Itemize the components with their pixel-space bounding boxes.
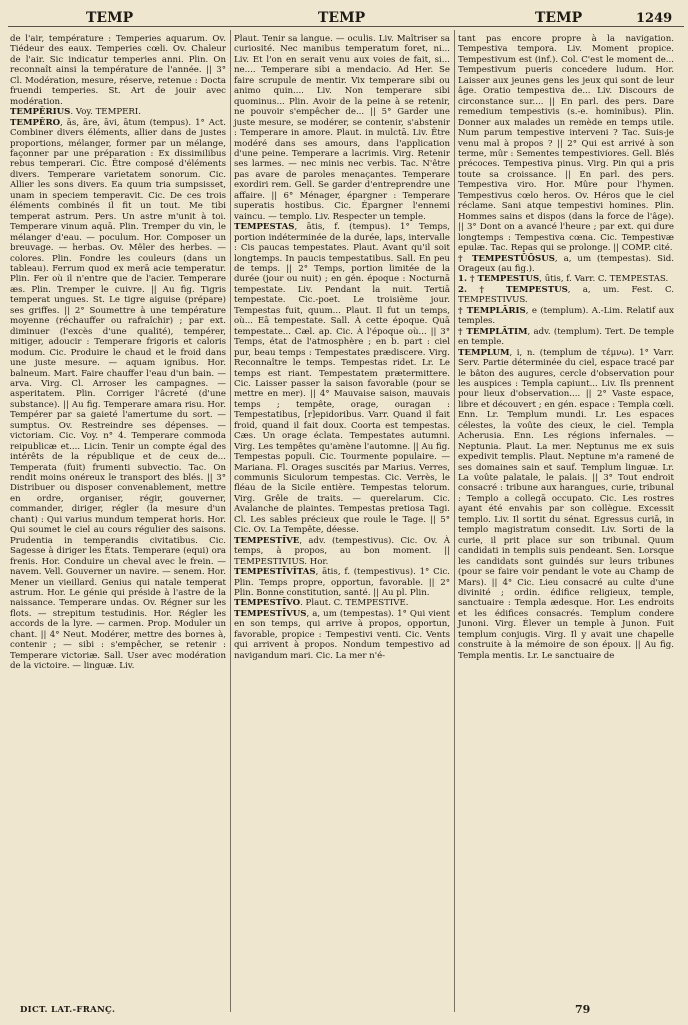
entry-text: tant pas encore propre à la navigation. Tempestiva tempora. Liv. Moment propice. Tempestivum est (inf.). Col. C'est le moment de... Tempestivum pueris concedere ludum. Hor. Laisser aux jeunes gens les jeux qui sont de leur âge. Oratio tempestiva de... Liv. Discours de circonstance sur.... || En parl. des pers. Dare remedium tempestivis (s.-e. hominibus). Plin. Donner aux malades un remède en temps utile. Num parum tempestive interveni ? Tac. Suis-je venu mal à propos ? || 2° Qui est arrivé à son terme, mûr : Sementes tempestiviores. Gell. Blés précoces. Tempestiva pinus. Virg. Pin qui a pris toute sa croissance. || En parl. des pers. Tempestiva viro. Hor. Mûre pour l'hymen. Tempestivus cœlo heros. Ov. Héros que le ciel réclame. Sani atque tempestivi homines. Plin. Hommes sains et dispos (dans la force de l'âge). || 3° Dont on a avancé l'heure ; par ext. qui dure longtemps : Tempestiva cœna. Cic. Tempestivæ epulæ. Tac. Repas qui se prolonge. || COMP. cité. bbox=[458, 34, 674, 254]
headword: TEMPESTĪVE bbox=[234, 535, 300, 546]
header-left-guideword: TEMP bbox=[86, 10, 134, 26]
column-right bbox=[458, 34, 674, 661]
column-middle bbox=[234, 34, 450, 661]
headword: TEMPESTĪVĬTAS bbox=[234, 567, 316, 578]
headword: 2. † TEMPESTUS bbox=[458, 284, 568, 295]
headword: TEMPESTĪVUS bbox=[234, 608, 307, 619]
entry-text: Plaut. Tenir sa langue. — oculis. Liv. Maîtriser sa curiosité. Nec manibus temperatum foret, ni... Liv. Et l'on en serait venu aux voies de fait, si... ne.... Temperare sibi a mendacio. Ad Her. Se faire scrupule de mentir. Vix temperare sibi ou animo quin.... Liv. Non temperare sibi quominus... Plin. Avoir de la peine à se retenir, ne pouvoir s'empêcher de... || 5° Garder une juste mesure, se modérer, se contenir, s'abstenir : Temperare in amore. Plaut. in mulctā. Liv. Être modéré dans ses amours, dans l'application d'une peine. Temperare a lacrimis. Virg. Retenir ses larmes. — nec minis nec verbis. Tac. N'être pas avare de paroles menaçantes. Temperare exordiri rem. Gell. Se garder d'entreprendre une affaire. || 6° Ménager, épargner : Temperare superatis hostibus. Cic. Épargner l'ennemi vaincu. — templo. Liv. Respecter un temple. bbox=[234, 34, 450, 222]
footer-signature: DICT. LAT.-FRANÇ. bbox=[20, 1005, 116, 1015]
column-divider bbox=[230, 30, 231, 1012]
entry-text: † TEMPLĀRIS, e (templum). A.-Lim. Relatif aux temples. bbox=[458, 305, 674, 327]
entry-text: † TEMPLĀTIM, adv. (templum). Tert. De temple en temple. bbox=[458, 326, 674, 348]
page-header bbox=[0, 6, 688, 28]
headword: TEMPESTAS bbox=[234, 222, 295, 233]
entry-text: TEMPLUM, i, n. (templum de τέμνω). 1° Varr. Serv. Partie déterminée du ciel, espace tracé par le bâton des augures, cercle d'observation pour les auspices : Templa capiunt... Liv. Ils prennent pour lieux d'observation.... || 2° Vaste espace, libre et découvert ; en gén. espace : Templa cœli. Enn. Lr. Templum mundi. Lr. Les espaces célestes, la voûte des cieux, le ciel. Templa Acherusia. Enn. Les régions infernales. — Neptunia. Plaut. La mer. Neptunus me ex suis expedivit templis. Plaut. Neptune m'a ramené de ses domaines sain et sauf. Templum linguæ. Lr. La voûte palatale, le palais. || 3° Tout endroit consacré : tribune aux harangues, curie, tribunal : Templo a collegā occupato. Cic. Les rostres ayant été envahis par son collègue. Excessit templo. Liv. Il sortit du sénat. Egressus curiā, in templo magistratum consedit. Liv. Sorti de la curie, il prit place sur son tribunal. Quum candidati in templis suis pendeant. Sen. Lorsque les candidats sont guindés sur leurs tribunes (pour se faire voir pendant le vote au Champ de Mars). || 4° Cic. Lieu consacré au culte d'une divinité ; ordin. édifice religieux, temple, sanctuaire : Templa ædesque. Hor. Les endroits et les édifices consacrés. Templum condere Junoni. Virg. Élever un temple à Junon. Fuit templum conjugis. Virg. Il y avait une chapelle construite à la mémoire de son époux. || Au fig. Templa mentis. Lr. Le sanctuaire de bbox=[458, 347, 674, 661]
column-left bbox=[10, 34, 226, 672]
headword: † TEMPLĀRIS bbox=[458, 305, 526, 316]
entry-text: † TEMPESTŪŌSUS, a, um (tempestas). Sid. Orageux (au fig.). bbox=[458, 253, 674, 274]
header-center-guideword: TEMP bbox=[318, 10, 366, 26]
entry-text: TEMPĔRO, ās, āre, āvi, ātum (tempus). 1° Act. Combiner divers éléments, allier dans de justes proportions, mélanger, former par un mélange, façonner par une préparation : Ex dissimilibus rebus temperari. Cic. Être composé d'éléments divers. Temperare varietatem sonorum. Cic. Allier les sons divers. Ea quum tria sumpsisset, unam in speciem temperavit. Cic. De ces trois éléments combinés il fit un tout. Me tibi temperat astrum. Pers. Un astre m'unit à toi. Temperare vinum aquā. Plin. Tremper du vin, le mélanger d'eau. — poculum. Hor. Composer un breuvage. — herbas. Ov. Mêler des herbes. — colores. Plin. Fondre les couleurs (dans un tableau). Ferrum quod ex merā acie temperatur. Plin. Fer où il n'entre que de l'acier. Temperare æs. Plin. Tremper le cuivre. || Au fig. Tigris temperat ungues. St. Le tigre aiguise (prépare) ses griffes. || 2° Soumettre à une température moyenne (réchauffer ou rafraîchir) ; par ext. diminuer (l'excès d'une qualité), tempérer, mitiger, adoucir : Temperare frigoris et caloris modum. Cic. Produire le chaud et le froid dans une juste mesure. — aquam ignibus. Hor. balneum. Mart. Faire chauffer l'eau d'un bain. — arva. Virg. Cl. Arroser les campagnes. — asperitatem. Plin. Corriger l'âcreté (d'une substance). || Au fig. Temperare amara risu. Hor. Tempérer par sa gaieté l'amertume du sort. — sumptus. Ov. Restreindre ses dépenses. — victoriam. Cic. Voy. n° 4. Temperare commoda reipublicæ et.... Licin. Tenir un compte égal des intérêts de la république et de ceux de... Temperata (fuit) frumenti subvectio. Tac. On rendit moins onéreux le transport des blés. || 3° Distribuer ou disposer convenablement, mettre en ordre, organiser, régir, gouverner, commander, diriger, régler (la mesure d'un chant) : Qui varius mundum temperat horis. Hor. Qui soumet le ciel au cours régulier des saisons. Prudentia in temperandis civitatibus. Cic. Sagesse à diriger les États. Temperare (equi) ora frenis. Hor. Conduire un cheval avec le frein. — navem. Vell. Gouverner un navire. — senem. Hor. Mener un vieillard. Genius qui natale temperat astrum. Hor. Le génie qui préside à l'astre de la naissance. Temperare undas. Ov. Régner sur les flots. — strepitum testudinis. Hor. Régler les accords de la lyre. — carmen. Prop. Moduler un chant. || 4° Neut. Modérer, mettre des bornes à, contenir ; — sibi : s'empêcher, se retenir : Temperare victoriæ. Sall. User avec modération de la victoire. — linguæ. Liv. bbox=[10, 117, 226, 672]
entry-text: 2. † TEMPESTUS, a, um. Fest. C. TEMPESTIVUS. bbox=[458, 284, 674, 306]
entry-text: TEMPESTĪVE, adv. (tempestivus). Cic. Ov. À temps, à propos, au bon moment. || TEMPESTIVIUS. Hor. bbox=[234, 535, 450, 567]
headword: TEMPLUM bbox=[458, 347, 510, 358]
headword: TEMPESTĪVO bbox=[234, 598, 301, 609]
header-rule bbox=[8, 26, 684, 27]
headword: † TEMPESTŪŌSUS bbox=[458, 253, 555, 264]
headword: TEMPĔRO bbox=[10, 117, 61, 128]
headword: 1. † TEMPESTUS bbox=[458, 274, 540, 285]
column-divider bbox=[454, 30, 455, 1012]
headword: † TEMPLĀTIM bbox=[458, 326, 528, 337]
entry-text: TEMPESTAS, ātis, f. (tempus). 1° Temps, portion indéterminée de la durée, laps, intervalle : Cis paucas tempestates. Plaut. Avant qu'il soit longtemps. In paucis tempestatibus. Sall. En peu de temps. || 2° Temps, portion limitée de la durée (jour ou nuit) ; en gén. époque : Nocturnā tempestate. Liv. Pendant la nuit. Tertiā tempestate. Cic.-poet. Le troisième jour. Tempestas fuit, quum... Plaut. Il fut un temps, où... Eā tempestate. Sall. À cette époque. Quā tempestate... Cæl. ap. Cic. À l'époque où... || 3° Temps, état de l'atmosphère ; en b. part : ciel pur, beau temps : Tempestates prædiscere. Virg. Reconnaître le temps. Tempestas ridet. Lr. Le temps est riant. Tempestatem prætermittere. Cic. Laisser passer la saison favorable (pour se mettre en mer). || 4° Mauvaise saison, mauvais temps ; tempête, orage, ouragan : Tempestatibus, [r]epidoribus. Varr. Quand il fait froid, quand il fait doux. Coorta est tempestas. Cæs. Un orage éclata. Tempestates autumni. Virg. Les tempêtes qu'amène l'automne. || Au fig. Tempestas populi. Cic. Tourmente populaire. — Mariana. Fl. Orages suscités par Marius. Verres, communis Siculorum tempestas. Cic. Verrès, le fléau de la Sicile entière. Tempestas telorum. Virg. Grêle de traits. — querelarum. Cic. Avalanche de plaintes. Tempestas pretiosa Tagi. Cl. Les sables précieux que roule le Tage. || 5° Cic. Ov. La Tempête, déesse. bbox=[234, 222, 450, 536]
page-number: 1249 bbox=[636, 11, 673, 26]
entry-text: TEMPESTĪVO. Plaut. C. TEMPESTIVE. bbox=[234, 598, 409, 609]
entry-text: de l'air, température : Temperies aquarum. Ov. Tiédeur des eaux. Temperies cœli. Ov. Chaleur de l'air. Sic indicatur temperies anni. Plin. On reconnaît ainsi la température de l'année. || 3° Cl. Modération, mesure, réserve, retenue : Docta fruendi temperies. St. Art de jouir avec modération. bbox=[10, 34, 226, 107]
entry-text: TEMPESTĪVĬTAS, ātis, f. (tempestivus). 1° Cic. Plin. Temps propre, opportun, favorable. || 2° Plin. Bonne constitution, santé. || Au pl. Plin. bbox=[234, 567, 450, 599]
entry-text: TEMPĔRIUS. Voy. TEMPERI. bbox=[10, 107, 142, 118]
header-right-guideword: TEMP bbox=[535, 10, 583, 26]
entry-text: TEMPESTĪVUS, a, um (tempestas). 1° Qui vient en son temps, qui arrive à propos, opportun, favorable, propice : Tempestivi venti. Cic. Vents qui arrivent à propos. Nondum tempestivo ad navigandum mari. Cic. La mer n'é- bbox=[234, 608, 450, 661]
footer-sheet-number: 79 bbox=[575, 1003, 591, 1016]
entry-text: 1. † TEMPESTUS, ūtis, f. Varr. C. TEMPESTAS. bbox=[458, 274, 669, 285]
headword: TEMPĔRIUS bbox=[10, 107, 71, 118]
